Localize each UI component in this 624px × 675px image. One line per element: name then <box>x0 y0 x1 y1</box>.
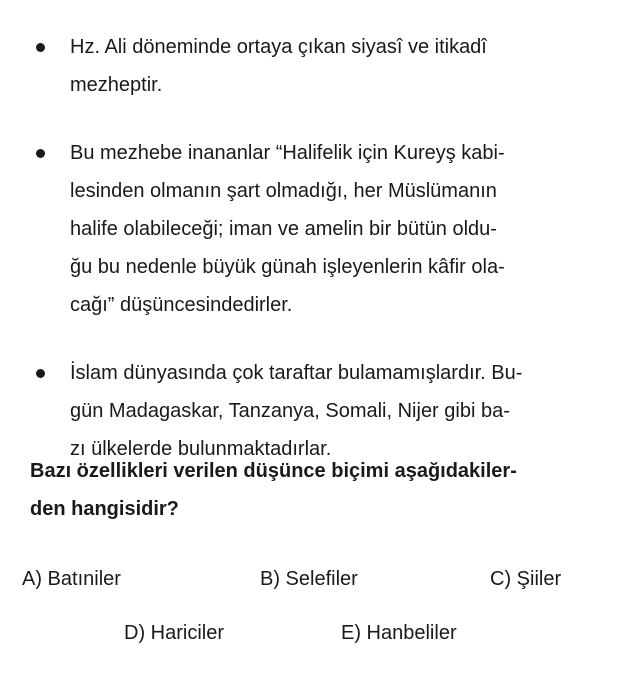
list-item-line: zı ülkelerde bulunmaktadırlar. <box>70 438 332 460</box>
list-item-line: Bu mezhebe inananlar “Halifelik için Kureyş kabi- <box>70 142 505 164</box>
bullet-icon <box>36 43 45 52</box>
option-c[interactable]: C) Şiiler <box>490 568 562 590</box>
list-item-line: Hz. Ali döneminde ortaya çıkan siyasî ve itikadî <box>70 36 487 58</box>
list-item-line: halife olabileceği; iman ve amelin bir bütün oldu- <box>70 218 497 240</box>
option-e[interactable]: E) Hanbeliler <box>341 622 457 644</box>
list-item-line: gün Madagaskar, Tanzanya, Somali, Nijer gibi ba- <box>70 400 510 422</box>
question-line: Bazı özellikleri verilen düşünce biçimi aşağıdakiler- <box>30 460 517 482</box>
list-item-line: lesinden olmanın şart olmadığı, her Müslümanın <box>70 180 497 202</box>
option-a[interactable]: A) Batıniler <box>22 568 121 590</box>
question-line: den hangisidir? <box>30 498 179 520</box>
list-item <box>30 134 590 324</box>
list-item <box>30 354 590 468</box>
option-d[interactable]: D) Hariciler <box>124 622 224 644</box>
bullet-icon <box>36 149 45 158</box>
list-item-line: İslam dünyasında çok taraftar bulamamışlardır. Bu- <box>70 362 523 384</box>
list-item-line: ğu bu nedenle büyük günah işleyenlerin kâfir ola- <box>70 256 505 278</box>
list-item-line: cağı” düşüncesindedirler. <box>70 294 293 316</box>
option-b[interactable]: B) Selefiler <box>260 568 358 590</box>
bullet-icon <box>36 369 45 378</box>
question-stem <box>30 452 600 528</box>
feature-list <box>30 28 590 498</box>
list-item <box>30 28 590 104</box>
list-item-line: mezheptir. <box>70 74 163 96</box>
